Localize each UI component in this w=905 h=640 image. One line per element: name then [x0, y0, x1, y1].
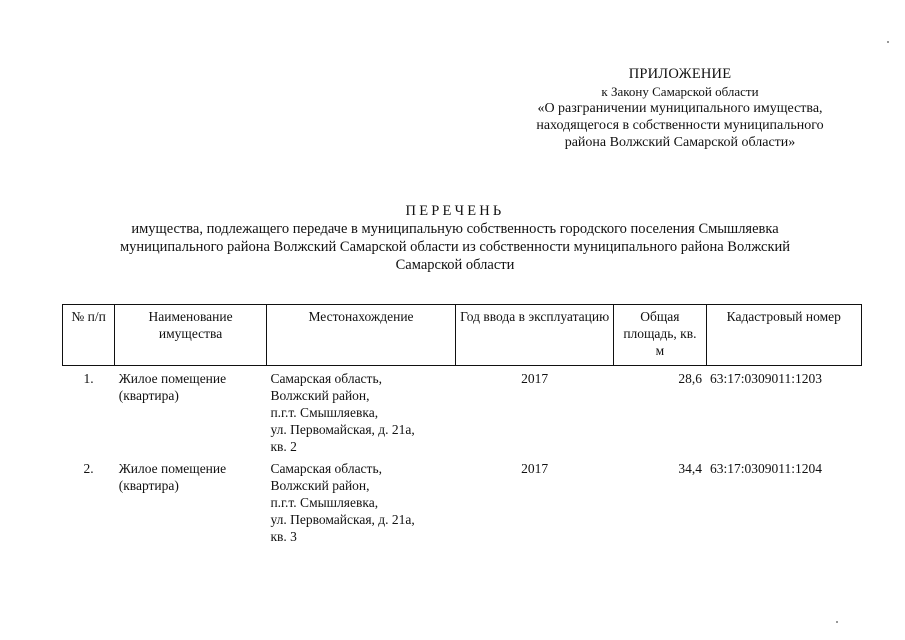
appendix-line-2: «О разграничении муниципального имущества,	[537, 101, 823, 116]
document-title: ПЕРЕЧЕНЬ	[405, 203, 505, 219]
row-cadastral: 63:17:0309011:1203	[710, 371, 823, 386]
appendix-line-4: района Волжский Самарской области»	[564, 135, 796, 150]
row-num: 1.	[83, 371, 94, 386]
header-year: Год ввода в эксплуатацию	[456, 305, 614, 366]
row-year: 2017	[521, 371, 549, 386]
appendix-block	[500, 66, 860, 151]
table-row	[63, 370, 862, 460]
header-area: Общая площадь, кв. м	[614, 305, 706, 366]
table-header-row	[63, 305, 862, 366]
row-area: 28,6	[678, 371, 703, 386]
row-name: Жилое помещение (квартира)	[118, 371, 227, 403]
appendix-line-1: к Закону Самарской области	[601, 84, 759, 99]
header-name: Наименование имущества	[115, 305, 267, 366]
row-name: Жилое помещение (квартира)	[118, 461, 227, 493]
property-table	[62, 304, 862, 550]
heading-line-2: муниципального района Волжский Самарской области из собственности муниципального района Волжский	[119, 239, 791, 255]
scan-speck	[836, 621, 838, 623]
row-cadastral: 63:17:0309011:1204	[710, 461, 823, 476]
header-location: Местонахождение	[266, 305, 455, 366]
appendix-line-3: находящегося в собственности муниципального	[536, 118, 824, 133]
table-row	[63, 460, 862, 550]
appendix-title: ПРИЛОЖЕНИЕ	[628, 66, 732, 82]
row-num: 2.	[83, 461, 94, 476]
header-num: № п/п	[63, 305, 115, 366]
heading-line-1: имущества, подлежащего передаче в муниципальную собственность городского поселения Смышляевка	[131, 221, 779, 237]
row-year: 2017	[521, 461, 549, 476]
header-cadastral: Кадастровый номер	[706, 305, 861, 366]
row-location: Самарская область, Волжский район, п.г.т. Смышляевка, ул. Первомайская, д. 21а, кв. 2	[270, 371, 415, 454]
scan-speck	[887, 41, 889, 43]
document-heading	[60, 202, 850, 274]
heading-line-3: Самарской области	[395, 257, 515, 273]
row-location: Самарская область, Волжский район, п.г.т. Смышляевка, ул. Первомайская, д. 21а, кв. 3	[270, 461, 415, 544]
row-area: 34,4	[678, 461, 703, 476]
